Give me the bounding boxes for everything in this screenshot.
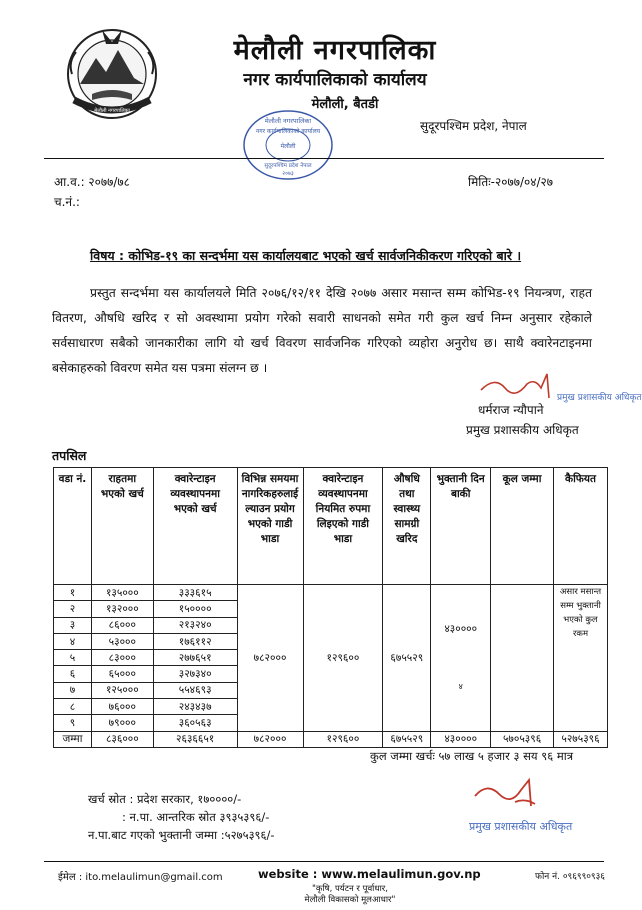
total-vehicle-regular: १२९६०० (303, 731, 383, 747)
table-total-row (54, 731, 608, 747)
signatory-title: प्रमुख प्रशासकीय अधिकृत (466, 423, 579, 437)
relief-cell: ८३००० (91, 650, 153, 666)
ward-cell: ७ (54, 682, 92, 698)
header-total: कूल जम्मा (491, 468, 554, 585)
footer-slogan (280, 884, 420, 906)
quarantine-cell: १७६११२ (153, 633, 237, 649)
vehicle-regular-merged: १२९६०० (303, 585, 383, 732)
fiscal-year: आ.व.: २०७७/७८ (54, 175, 130, 189)
footer-divider (44, 861, 604, 862)
header-vehicle-regular: क्वारेन्टाइन व्यवस्थापनमा नियमित रुपमा लिइएको गाडी भाडा (303, 468, 383, 585)
footer-email: ईमेल : ito.melaulimun@gmail.com (58, 872, 223, 883)
ward-cell: ६ (54, 666, 92, 682)
footer-website: website : www.melaulimun.gov.np (258, 867, 481, 881)
office-subtitle: नगर कार्यपालिकाको कार्यालय (243, 70, 427, 90)
quarantine-cell: ३२७३४० (153, 666, 237, 682)
header-vehicle-various: विभिन्न समयमा नागरिकहरुलाई ल्याउन प्रयोग भएको गाडी भाडा (237, 468, 303, 585)
quarantine-cell: १५०००० (153, 601, 237, 617)
emblem-text: मेलौली नगरपालिका (94, 108, 130, 114)
relief-cell: १३५००० (91, 585, 153, 601)
header-pending: भुक्तानी दिन बाकी (431, 468, 491, 585)
pending-merged (431, 585, 491, 732)
signatory-name: धर्मराज न्यौपाने (478, 403, 544, 417)
total-label: जम्मा (54, 731, 92, 747)
quarantine-cell: ५५४६९३ (153, 682, 237, 698)
office-seal-stamp (240, 105, 336, 183)
ward-cell: ३ (54, 617, 92, 633)
ward-cell: ९ (54, 715, 92, 731)
header-quarantine: क्वारेन्टाइन व्यवस्थापनमा भएको खर्च (153, 468, 237, 585)
slogan-line-2: मेलौली विकासको मूलआधार" (304, 895, 396, 905)
footer-phone: फोन नं. ०९६९९०९३६ (535, 872, 605, 882)
header-remarks: कैफियत (553, 468, 607, 585)
municipality-title: मेलौली नगरपालिका (233, 35, 437, 66)
quarantine-cell: ३३३६१५ (153, 585, 237, 601)
header-ward: वडा नं. (54, 468, 92, 585)
relief-cell: ७६००० (91, 699, 153, 715)
header-medicine: औषधि तथा स्वास्थ्य सामग्री खरिद (383, 468, 431, 585)
funding-source-2: : न.पा. आन्तरिक स्रोत ३९३५३९६/- (122, 810, 270, 824)
ward-cell: ५ (54, 650, 92, 666)
total-vehicle-various: ७८२००० (237, 731, 303, 747)
total-relief: ८३६००० (91, 731, 153, 747)
seal-line-5: २०७३ (282, 171, 294, 177)
medicine-merged: ६७५५२९ (383, 585, 431, 732)
letter-body: प्रस्तुत सन्दर्भमा यस कार्यालयले मिति २०७६/१२/११ देखि २०७७ असार मसान्त सम्म कोभिड-१९ नियन्त्रण, राहत वितरण, औषधि खरिद र सो अवस्थामा प्रयोग गरेको सवारी साधनको समेत गरी कुल खर्च निम्न अनुसार रहेकाले सर्वसाधारण सबैको जानकारीका लागि यो खर्च विवरण सार्वजनिक गरिएको व्यहोरा अनुरोध छ। साथै क्वारेनटाइनमा बसेकाहरुको विवरण समेत यस पत्रमा संलग्न छ । (52, 286, 592, 375)
office-location: मेलौली, बैतडी (311, 97, 379, 112)
vehicle-various-merged: ७८२००० (237, 585, 303, 732)
seal-line-4: सुदूरपश्चिम प्रदेश नेपाल (264, 163, 312, 169)
expense-table (53, 467, 608, 748)
relief-cell: १२५००० (91, 682, 153, 698)
quarantine-cell: २४३४३७ (153, 699, 237, 715)
pending-mark: ४ (458, 681, 463, 691)
relief-cell: ५३००० (91, 633, 153, 649)
quarantine-cell: २१३२४० (153, 617, 237, 633)
signature-stamp-text: प्रमुख प्रशासकीय अधिकृत (557, 393, 642, 403)
ward-cell: ४ (54, 633, 92, 649)
total-quarantine: २६३६६५१ (153, 731, 237, 747)
funding-source-1: खर्च स्रोत : प्रदेश सरकार, १७००००/- (88, 792, 242, 806)
remark-merged: असार मसान्त सम्म भुक्तानी भएको कुल रकम (553, 585, 607, 732)
header-divider (44, 158, 604, 159)
relief-cell: ७९००० (91, 715, 153, 731)
total-remark: ५२७५३९६ (553, 731, 607, 747)
ward-cell: ८ (54, 699, 92, 715)
slogan-line-1: "कृषि, पर्यटन र पूर्वाधार, (312, 884, 388, 894)
nepal-emblem-icon (62, 22, 162, 122)
total-merged (491, 585, 554, 732)
funding-source-3: न.पा.बाट गएको भुक्तानी जम्मा :५२७५३९६/- (88, 828, 275, 842)
details-caption: तपसिल (52, 448, 87, 463)
total-pending: ४३०००० (431, 731, 491, 747)
seal-line-2: नगर कार्यपालिकाको कार्यालय (255, 128, 321, 135)
reference-number: च.नं.: (54, 195, 80, 209)
second-stamp-text: प्रमुख प्रशासकीय अधिकृत (469, 820, 573, 833)
province-address: सुदूरपश्चिम प्रदेश, नेपाल (420, 119, 527, 133)
relief-cell: ६५००० (91, 666, 153, 682)
quarantine-cell: २७७६५१ (153, 650, 237, 666)
grand-total-text: कुल जम्मा खर्चः ५७ लाख ५ हजार ३ सय ९६ मात्र (370, 749, 574, 763)
pending-value: ४३०००० (444, 622, 478, 635)
signature-stamp-icon (455, 776, 605, 844)
seal-line-1: मेलौली नगरपालिका (264, 117, 312, 125)
total-medicine: ६७५५२९ (383, 731, 431, 747)
letter-subject: विषय : कोभिड-१९ का सन्दर्भमा यस कार्यालयबाट भएको खर्च सार्वजनिकीकरण गरिएको बारे । (90, 248, 522, 263)
header-relief: राहतमा भएको खर्च (91, 468, 153, 585)
ward-cell: २ (54, 601, 92, 617)
letter-date: मितिः-२०७७/०४/२७ (468, 175, 553, 189)
total-grand: ५७०५३९६ (491, 731, 554, 747)
ward-cell: १ (54, 585, 92, 601)
quarantine-cell: ३६०५६३ (153, 715, 237, 731)
relief-cell: १३२००० (91, 601, 153, 617)
seal-line-3: मेलौली (280, 143, 296, 150)
relief-cell: ८६००० (91, 617, 153, 633)
table-header-row (54, 468, 608, 585)
table-row (54, 585, 608, 601)
